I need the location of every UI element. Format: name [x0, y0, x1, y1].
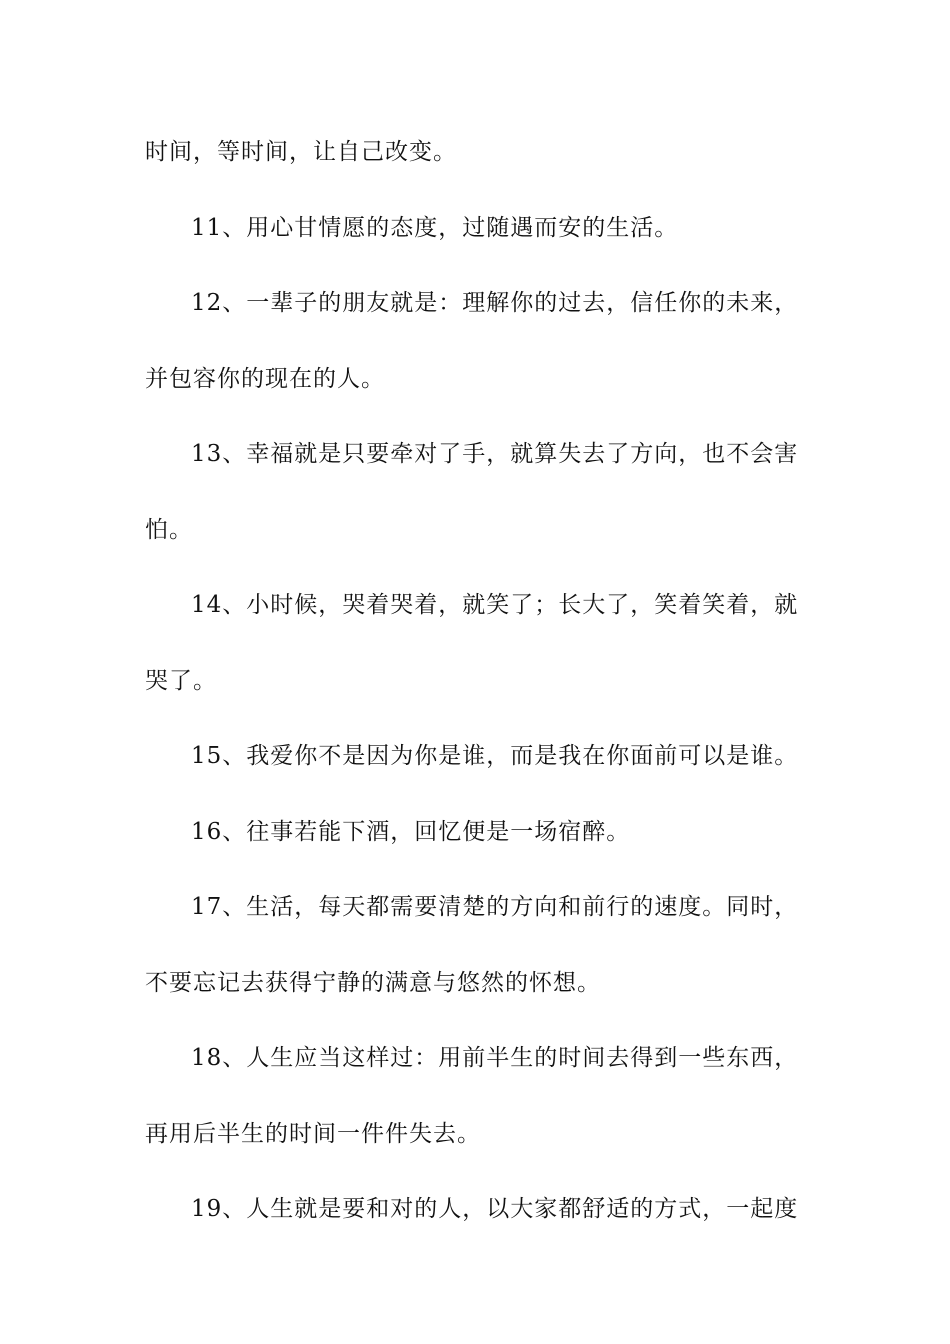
text-line: 12、一辈子的朋友就是：理解你的过去，信任你的未来， [191, 290, 799, 316]
text-line: 怕。 [145, 516, 193, 543]
text-line: 哭了。 [145, 667, 217, 694]
text-line: 17、生活，每天都需要清楚的方向和前行的速度。同时， [191, 894, 799, 920]
text-line: 14、小时候，哭着哭着，就笑了；长大了，笑着笑着，就 [191, 592, 799, 618]
text-line: 并包容你的现在的人。 [145, 365, 385, 392]
text-line: 不要忘记去获得宁静的满意与悠然的怀想。 [145, 969, 601, 996]
document-body [145, 128, 810, 1261]
text-line: 16、往事若能下酒，回忆便是一场宿醉。 [191, 818, 631, 845]
text-line: 15、我爱你不是因为你是谁，而是我在你面前可以是谁。 [191, 743, 799, 769]
text-line: 11、用心甘情愿的态度，过随遇而安的生活。 [191, 214, 679, 241]
text-line: 时间，等时间，让自己改变。 [145, 139, 457, 165]
text-line: 19、人生就是要和对的人，以大家都舒适的方式，一起度 [191, 1196, 799, 1222]
text-line: 13、幸福就是只要牵对了手，就算失去了方向，也不会害 [191, 441, 799, 467]
text-line: 再用后半生的时间一件件失去。 [145, 1120, 481, 1147]
text-line: 18、人生应当这样过：用前半生的时间去得到一些东西， [191, 1045, 799, 1071]
